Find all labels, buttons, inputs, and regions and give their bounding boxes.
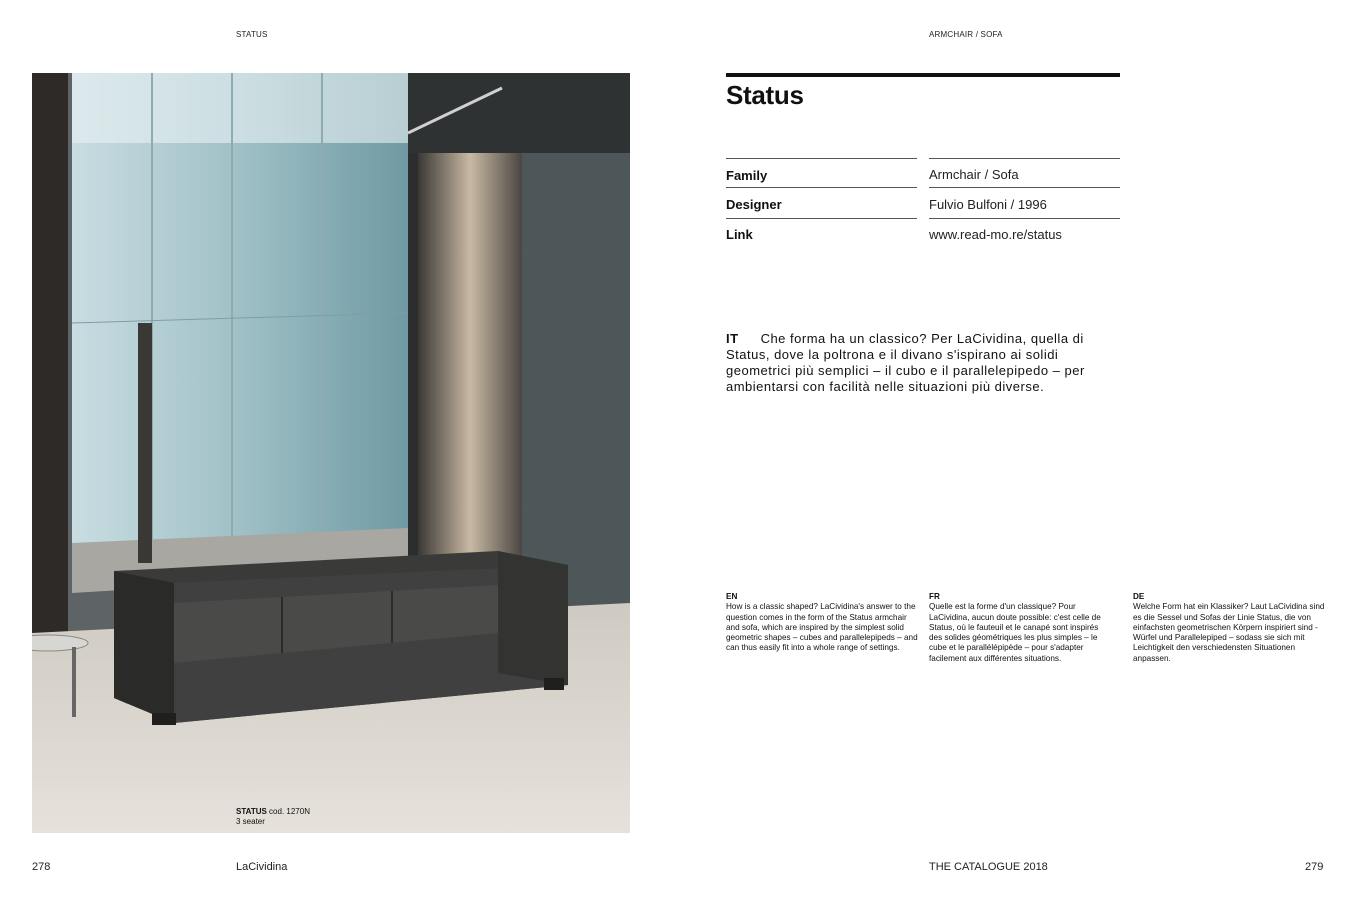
product-title: Status	[726, 80, 804, 110]
running-head-left: STATUS	[236, 30, 268, 39]
spec-value-designer: Fulvio Bulfoni / 1996	[929, 197, 1047, 212]
description-fr-text: Quelle est la forme d'un classique? Pour LaCividina, aucun doute possible: c'est celle de Status, où le fauteuil et le canapé sont inspirés des solides géométriques les plus simples – le cube et le parallélépipède – pour s'adapter facilement aux différentes situations.	[929, 602, 1101, 663]
spec-rule	[929, 187, 1120, 188]
lang-code-it: IT	[726, 331, 739, 346]
product-photo	[32, 73, 630, 833]
spec-value-link[interactable]: www.read-mo.re/status	[929, 227, 1062, 242]
description-it	[726, 331, 1086, 395]
spec-rule	[929, 158, 1120, 159]
description-de	[1133, 592, 1329, 664]
description-de-text: Welche Form hat ein Klassiker? Laut LaCividina sind es die Sessel und Sofas der Linie Status, die von einfachsten geometrischen Körpern inspiriert sind - Würfel und Parallelepiped – sodass sie sich mit Leichtigkeit den verschiedensten Situationen anpassen.	[1133, 602, 1325, 663]
footer-catalogue: THE CATALOGUE 2018	[929, 861, 1048, 873]
spec-rule	[726, 158, 917, 159]
description-it-text: Che forma ha un classico? Per LaCividina, quella di Status, dove la poltrona e il divano s'ispirano ai solidi geometrici più semplici – il cubo e il parallelepipedo – per ambientarsi con facilità nelle situazioni più diverse.	[726, 331, 1085, 394]
lang-code-de: DE	[1133, 592, 1145, 601]
spec-label-link: Link	[726, 227, 753, 242]
sofa-lobby-illustration	[32, 73, 630, 833]
spec-rule	[929, 218, 1120, 219]
spec-label-family: Family	[726, 168, 768, 183]
photo-caption	[236, 807, 310, 827]
description-en	[726, 592, 920, 654]
spec-label-designer: Designer	[726, 197, 782, 212]
title-rule	[726, 73, 1120, 77]
page-number-right: 279	[1305, 861, 1324, 873]
lang-code-fr: FR	[929, 592, 940, 601]
description-en-text: How is a classic shaped? LaCividina's answer to the question comes in the form of the Status armchair and sofa, which are inspired by the simplest solid geometric shapes – cubes and parallelepipeds – and can thus easily fit into a whole range of settings.	[726, 602, 918, 653]
footer-brand: LaCividina	[236, 861, 288, 873]
description-fr	[929, 592, 1111, 664]
caption-product-code: cod. 1270N	[269, 807, 310, 816]
caption-product-name: STATUS	[236, 807, 267, 816]
spec-rule	[726, 187, 917, 188]
lang-code-en: EN	[726, 592, 738, 601]
page-number-left: 278	[32, 861, 51, 873]
caption-variant: 3 seater	[236, 817, 265, 826]
running-head-right: ARMCHAIR / SOFA	[929, 30, 1003, 39]
spec-rule	[726, 218, 917, 219]
spec-value-family: Armchair / Sofa	[929, 167, 1019, 182]
